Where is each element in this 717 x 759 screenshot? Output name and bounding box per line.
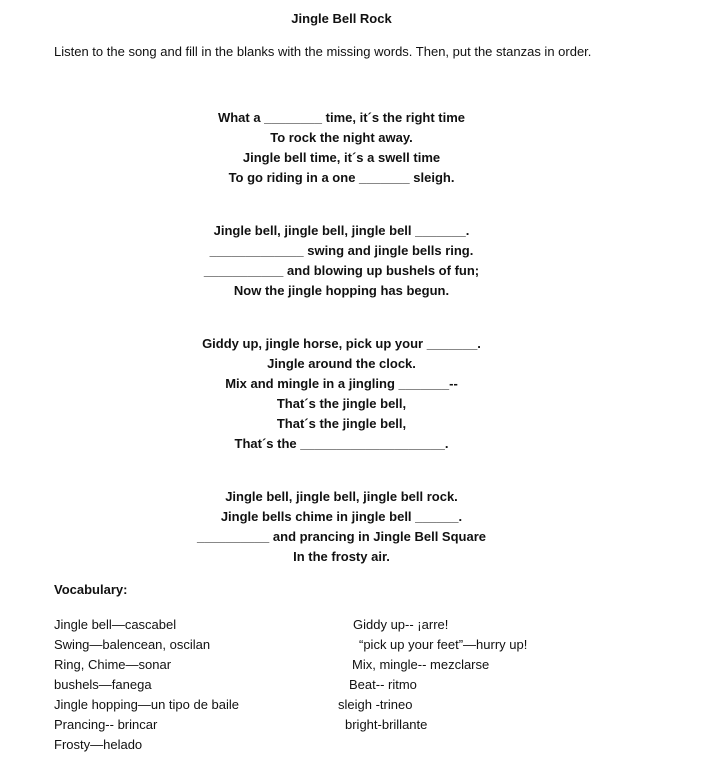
stanza-line: Jingle bells chime in jingle bell ______.: [220, 509, 463, 524]
vocabulary-item: sleigh -trineo: [338, 697, 413, 712]
instructions-text: Listen to the song and fill in the blanks with the missing words. Then, put the stanzas in order.: [54, 44, 592, 59]
stanza-line: That´s the jingle bell,: [276, 396, 407, 411]
vocabulary-item: Beat-- ritmo: [349, 677, 417, 692]
stanza-line: Jingle bell time, it´s a swell time: [242, 150, 441, 165]
stanza-line: Now the jingle hopping has begun.: [233, 283, 450, 298]
stanza-3: [0, 334, 683, 454]
vocabulary-item: Swing—balencean, oscilan: [54, 637, 211, 652]
stanza-line: Jingle bell, jingle bell, jingle bell rock.: [225, 489, 458, 504]
stanza-line: __________ and prancing in Jingle Bell Square: [196, 529, 486, 544]
vocabulary-item: “pick up your feet”—hurry up!: [359, 637, 528, 652]
vocabulary-list-right: [0, 615, 717, 735]
vocabulary-item: Prancing-- brincar: [54, 717, 158, 732]
stanza-2: [0, 221, 683, 301]
stanza-1: [0, 108, 683, 188]
stanza-line: Mix and mingle in a jingling _______--: [225, 376, 458, 391]
vocabulary-item: bright-brillante: [345, 717, 428, 732]
stanza-line: ___________ and blowing up bushels of fun;: [203, 263, 480, 278]
stanza-4: [0, 487, 683, 567]
vocabulary-item: Jingle hopping—un tipo de baile: [54, 697, 240, 712]
stanza-line: Jingle bell, jingle bell, jingle bell _______.: [213, 223, 470, 238]
stanza-line: Giddy up, jingle horse, pick up your _______.: [202, 336, 481, 351]
stanza-line: In the frosty air.: [293, 549, 390, 564]
page-title: Jingle Bell Rock: [291, 11, 392, 26]
vocabulary-item: Frosty—helado: [54, 737, 143, 752]
vocabulary-item: Ring, Chime—sonar: [54, 657, 172, 672]
stanza-line: That´s the ____________________.: [234, 436, 449, 451]
vocabulary-item: Jingle bell—cascabel: [54, 617, 177, 632]
vocabulary-heading: Vocabulary:: [54, 582, 128, 597]
vocabulary-item: Mix, mingle-- mezclarse: [352, 657, 490, 672]
stanza-line: Jingle around the clock.: [267, 356, 416, 371]
stanza-line: What a ________ time, it´s the right time: [217, 110, 466, 125]
stanza-line: That´s the jingle bell,: [276, 416, 407, 431]
stanza-line: To rock the night away.: [270, 130, 413, 145]
vocabulary-item: Giddy up-- ¡arre!: [353, 617, 449, 632]
stanza-line: _____________ swing and jingle bells ring.: [209, 243, 474, 258]
stanza-line: To go riding in a one _______ sleigh.: [228, 170, 455, 185]
vocabulary-item: bushels—fanega: [54, 677, 152, 692]
